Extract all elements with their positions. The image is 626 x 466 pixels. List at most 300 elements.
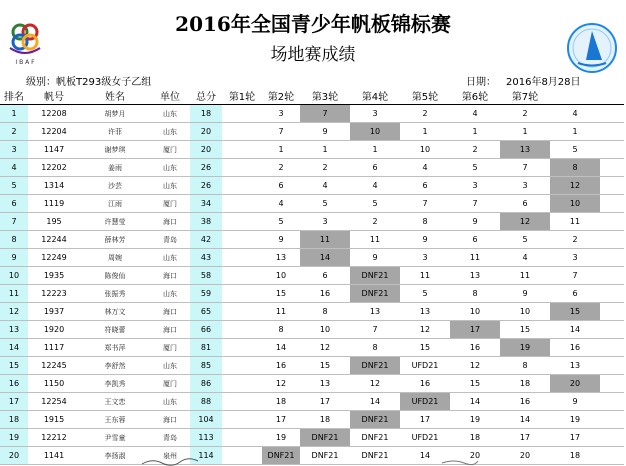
discarded-race-score-cell: 11 [300, 231, 350, 249]
race-score-cell: 5 [400, 285, 450, 303]
race-score-cell: 4 [450, 105, 500, 123]
race-score-cell: 11 [500, 267, 550, 285]
race-score-cell: 12 [300, 339, 350, 357]
discarded-race-score-cell: 10 [350, 123, 400, 141]
race-score-cell: 2 [550, 231, 600, 249]
race-score-cell: 17 [550, 429, 600, 447]
total-cell: 104 [190, 411, 222, 429]
spacer-cell [222, 285, 262, 303]
total-cell: 65 [190, 303, 222, 321]
rank-cell: 10 [0, 267, 28, 285]
race-score-cell: 1 [300, 141, 350, 159]
discarded-race-score-cell: 14 [300, 249, 350, 267]
race-score-cell: 8 [500, 357, 550, 375]
table-row [0, 267, 624, 285]
race-score-cell: 6 [300, 267, 350, 285]
spacer-cell [600, 141, 624, 159]
rank-cell: 1 [0, 105, 28, 123]
race-score-cell: 6 [500, 195, 550, 213]
right-logo-sail-icon [566, 22, 618, 74]
race-score-cell: 17 [262, 411, 300, 429]
race-score-cell: 1 [350, 141, 400, 159]
race-score-cell: 16 [550, 339, 600, 357]
total-cell: 20 [190, 123, 222, 141]
race-score-cell: 14 [262, 339, 300, 357]
column-header: 第1轮 [222, 86, 262, 105]
total-cell: 81 [190, 339, 222, 357]
spacer-cell [600, 249, 624, 267]
race-score-cell: 18 [450, 429, 500, 447]
race-score-cell: 9 [500, 285, 550, 303]
name-cell: 沙芸 [80, 177, 150, 195]
race-score-cell: 15 [262, 285, 300, 303]
total-cell: 85 [190, 357, 222, 375]
race-score-cell: 14 [550, 321, 600, 339]
discarded-race-score-cell: DNF21 [300, 429, 350, 447]
spacer-cell [600, 303, 624, 321]
date-label: 日期： [466, 77, 496, 88]
spacer-cell [222, 339, 262, 357]
race-score-cell: 11 [550, 213, 600, 231]
discarded-race-score-cell: DNF21 [350, 357, 400, 375]
spacer-cell [222, 267, 262, 285]
race-score-cell: 15 [500, 321, 550, 339]
spacer-cell [600, 321, 624, 339]
date-value: 2016年8月28日 [506, 77, 581, 88]
race-score-cell: 16 [300, 285, 350, 303]
spacer-cell [222, 159, 262, 177]
name-cell: 李扬淑 [80, 447, 150, 465]
race-score-cell: 11 [262, 303, 300, 321]
total-cell: 88 [190, 393, 222, 411]
page-subtitle: 场地赛成绩 [270, 45, 356, 65]
table-row [0, 195, 624, 213]
sail-number-cell: 12249 [28, 249, 80, 267]
name-cell: 王文恋 [80, 393, 150, 411]
race-score-cell: 7 [450, 195, 500, 213]
unit-cell: 海口 [150, 321, 190, 339]
total-cell: 114 [190, 447, 222, 465]
race-score-cell: 5 [450, 159, 500, 177]
race-score-cell: 19 [450, 411, 500, 429]
spacer-cell [600, 447, 624, 465]
sail-number-cell: 1314 [28, 177, 80, 195]
race-score-cell: 13 [300, 375, 350, 393]
spacer-cell [222, 411, 262, 429]
table-row [0, 213, 624, 231]
race-score-cell: 7 [400, 195, 450, 213]
total-cell: 113 [190, 429, 222, 447]
race-score-cell: 12 [350, 375, 400, 393]
race-score-cell: 10 [400, 141, 450, 159]
race-score-cell: 15 [450, 375, 500, 393]
spacer-cell [600, 123, 624, 141]
spacer-cell [600, 393, 624, 411]
race-score-cell: 5 [550, 141, 600, 159]
race-score-cell: 13 [262, 249, 300, 267]
table-row [0, 447, 624, 465]
race-score-cell: 15 [400, 339, 450, 357]
unit-cell: 海口 [150, 411, 190, 429]
page-title: 2016年全国青少年帆板锦标赛 [175, 12, 451, 36]
race-score-cell: 6 [400, 177, 450, 195]
signature-mark [440, 457, 480, 466]
sail-number-cell: 1141 [28, 447, 80, 465]
unit-cell: 青岛 [150, 231, 190, 249]
spacer-cell [222, 321, 262, 339]
name-cell: 陈俊仙 [80, 267, 150, 285]
race-score-cell: DNF21 [350, 447, 400, 465]
race-score-cell: 8 [450, 285, 500, 303]
rank-cell: 14 [0, 339, 28, 357]
race-score-cell: 4 [550, 105, 600, 123]
spacer-cell [222, 357, 262, 375]
name-cell: 王东蓉 [80, 411, 150, 429]
name-cell: 林万文 [80, 303, 150, 321]
race-score-cell: 2 [500, 105, 550, 123]
race-score-cell: 19 [262, 429, 300, 447]
signature-mark [140, 457, 200, 466]
race-score-cell: 14 [350, 393, 400, 411]
race-score-cell: 14 [450, 393, 500, 411]
race-score-cell: 9 [550, 393, 600, 411]
sail-number-cell: 1920 [28, 321, 80, 339]
race-score-cell: 10 [300, 321, 350, 339]
race-score-cell: 9 [400, 231, 450, 249]
column-header [600, 86, 624, 105]
left-logo [4, 18, 48, 66]
table-row [0, 393, 624, 411]
unit-cell: 海口 [150, 267, 190, 285]
column-header: 姓名 [80, 86, 150, 105]
unit-cell: 山东 [150, 393, 190, 411]
race-score-cell: 17 [500, 429, 550, 447]
race-score-cell: 3 [500, 177, 550, 195]
name-cell: 江雨 [80, 195, 150, 213]
race-score-cell: 10 [500, 303, 550, 321]
discarded-race-score-cell: 13 [500, 141, 550, 159]
sail-number-cell: 1147 [28, 141, 80, 159]
sail-number-cell: 12208 [28, 105, 80, 123]
race-score-cell: 16 [450, 339, 500, 357]
race-score-cell: 8 [350, 339, 400, 357]
spacer-cell [222, 393, 262, 411]
table-row [0, 159, 624, 177]
race-score-cell: 4 [400, 159, 450, 177]
spacer-cell [600, 177, 624, 195]
discarded-race-score-cell: 15 [550, 303, 600, 321]
rank-cell: 16 [0, 375, 28, 393]
discarded-race-score-cell: 10 [550, 195, 600, 213]
table-row [0, 123, 624, 141]
discarded-race-score-cell: 12 [550, 177, 600, 195]
name-cell: 周婉 [80, 249, 150, 267]
race-score-cell: 11 [400, 267, 450, 285]
column-header: 帆号 [28, 86, 80, 105]
race-score-cell: 4 [350, 177, 400, 195]
spacer-cell [600, 195, 624, 213]
race-score-cell: 4 [300, 177, 350, 195]
name-cell: 谢梦琪 [80, 141, 150, 159]
race-score-cell: 1 [400, 123, 450, 141]
race-score-cell: 3 [350, 105, 400, 123]
race-score-cell: 6 [262, 177, 300, 195]
rank-cell: 8 [0, 231, 28, 249]
column-header: 排名 [0, 86, 28, 105]
spacer-cell [222, 141, 262, 159]
spacer-cell [222, 249, 262, 267]
group-label: 级别：帆板T293级女子乙组 [26, 77, 152, 88]
discarded-race-score-cell: DNF21 [262, 447, 300, 465]
rank-cell: 2 [0, 123, 28, 141]
spacer-cell [222, 303, 262, 321]
sail-number-cell: 1119 [28, 195, 80, 213]
race-score-cell: 3 [300, 213, 350, 231]
total-cell: 26 [190, 159, 222, 177]
race-score-cell: 14 [400, 447, 450, 465]
race-score-cell: 2 [350, 213, 400, 231]
spacer-cell [600, 105, 624, 123]
discarded-race-score-cell: 19 [500, 339, 550, 357]
race-score-cell: 5 [300, 195, 350, 213]
sail-number-cell: 1117 [28, 339, 80, 357]
spacer-cell [222, 177, 262, 195]
race-score-cell: DNF21 [300, 447, 350, 465]
race-score-cell: 5 [350, 195, 400, 213]
table-row [0, 411, 624, 429]
rank-cell: 18 [0, 411, 28, 429]
discarded-race-score-cell: 12 [500, 213, 550, 231]
unit-cell: 山东 [150, 177, 190, 195]
unit-cell: 山东 [150, 105, 190, 123]
sail-number-cell: 1915 [28, 411, 80, 429]
discarded-race-score-cell: UFD21 [400, 393, 450, 411]
race-score-cell: 6 [350, 159, 400, 177]
rank-cell: 5 [0, 177, 28, 195]
spacer-cell [600, 231, 624, 249]
unit-cell: 厦门 [150, 195, 190, 213]
race-score-cell: 14 [500, 411, 550, 429]
rank-cell: 3 [0, 141, 28, 159]
race-score-cell: 12 [262, 375, 300, 393]
column-header: 第6轮 [450, 86, 500, 105]
spacer-cell [222, 447, 262, 465]
sail-number-cell: 12244 [28, 231, 80, 249]
spacer-cell [222, 375, 262, 393]
unit-cell: 厦门 [150, 339, 190, 357]
total-cell: 20 [190, 141, 222, 159]
race-score-cell: 8 [300, 303, 350, 321]
table-header-row [0, 86, 624, 105]
race-score-cell: 3 [550, 249, 600, 267]
total-cell: 42 [190, 231, 222, 249]
table-row [0, 285, 624, 303]
name-cell: 许慧莹 [80, 213, 150, 231]
race-score-cell: 17 [400, 411, 450, 429]
rank-cell: 7 [0, 213, 28, 231]
race-score-cell: 19 [550, 411, 600, 429]
total-cell: 26 [190, 177, 222, 195]
race-score-cell: 4 [262, 195, 300, 213]
discarded-race-score-cell: DNF21 [350, 411, 400, 429]
race-score-cell: 18 [550, 447, 600, 465]
spacer-cell [600, 159, 624, 177]
name-cell: 符晓蕾 [80, 321, 150, 339]
sail-number-cell: 1935 [28, 267, 80, 285]
unit-cell: 青岛 [150, 429, 190, 447]
sail-number-cell: 12254 [28, 393, 80, 411]
table-row [0, 303, 624, 321]
race-score-cell: 8 [400, 213, 450, 231]
rank-cell: 4 [0, 159, 28, 177]
race-score-cell: 7 [350, 321, 400, 339]
race-score-cell: 16 [400, 375, 450, 393]
race-score-cell: 7 [550, 267, 600, 285]
spacer-cell [222, 123, 262, 141]
race-score-cell: 1 [550, 123, 600, 141]
spacer-cell [600, 429, 624, 447]
discarded-race-score-cell: DNF21 [350, 285, 400, 303]
race-score-cell: UFD21 [400, 357, 450, 375]
total-cell: 43 [190, 249, 222, 267]
spacer-cell [600, 375, 624, 393]
column-header: 总分 [190, 86, 222, 105]
race-score-cell: 12 [400, 321, 450, 339]
rank-cell: 20 [0, 447, 28, 465]
sail-number-cell: 12245 [28, 357, 80, 375]
table-row [0, 105, 624, 123]
column-header: 第4轮 [350, 86, 400, 105]
column-header: 第5轮 [400, 86, 450, 105]
total-cell: 86 [190, 375, 222, 393]
name-cell: 李凯秀 [80, 375, 150, 393]
race-score-cell: 2 [400, 105, 450, 123]
race-score-cell: 16 [262, 357, 300, 375]
race-score-cell: 11 [450, 249, 500, 267]
table-row [0, 429, 624, 447]
race-score-cell: 20 [500, 447, 550, 465]
race-score-cell: 2 [262, 159, 300, 177]
total-cell: 18 [190, 105, 222, 123]
unit-cell: 海口 [150, 213, 190, 231]
column-header [550, 86, 600, 105]
race-score-cell: 12 [450, 357, 500, 375]
race-score-cell: 20 [450, 447, 500, 465]
race-score-cell: 13 [400, 303, 450, 321]
sail-number-cell: 12223 [28, 285, 80, 303]
race-score-cell: UFD21 [400, 429, 450, 447]
rank-cell: 9 [0, 249, 28, 267]
rank-cell: 17 [0, 393, 28, 411]
spacer-cell [222, 195, 262, 213]
total-cell: 58 [190, 267, 222, 285]
rank-cell: 19 [0, 429, 28, 447]
table-row [0, 339, 624, 357]
race-score-cell: 18 [262, 393, 300, 411]
discarded-race-score-cell: DNF21 [350, 267, 400, 285]
unit-cell: 山东 [150, 123, 190, 141]
total-cell: 34 [190, 195, 222, 213]
race-score-cell: 13 [350, 303, 400, 321]
sail-number-cell: 1937 [28, 303, 80, 321]
name-cell: 胡梦月 [80, 105, 150, 123]
total-cell: 38 [190, 213, 222, 231]
spacer-cell [600, 267, 624, 285]
rank-cell: 12 [0, 303, 28, 321]
race-score-cell: 10 [262, 267, 300, 285]
race-score-cell: 9 [450, 213, 500, 231]
race-score-cell: 1 [450, 123, 500, 141]
discarded-race-score-cell: 7 [300, 105, 350, 123]
race-score-cell: 2 [300, 159, 350, 177]
results-table [0, 86, 624, 465]
spacer-cell [222, 231, 262, 249]
name-cell: 尹雪童 [80, 429, 150, 447]
race-score-cell: 2 [450, 141, 500, 159]
table-row [0, 231, 624, 249]
column-header: 第3轮 [300, 86, 350, 105]
race-score-cell: 9 [300, 123, 350, 141]
race-score-cell: 3 [400, 249, 450, 267]
unit-cell: 山东 [150, 159, 190, 177]
unit-cell: 山东 [150, 249, 190, 267]
race-score-cell: DNF21 [350, 429, 400, 447]
name-cell: 许菲 [80, 123, 150, 141]
race-score-cell: 4 [500, 249, 550, 267]
unit-cell: 厦门 [150, 141, 190, 159]
unit-cell: 厦门 [150, 375, 190, 393]
unit-cell: 泉州 [150, 447, 190, 465]
name-cell: 姜雨 [80, 159, 150, 177]
column-header: 第2轮 [262, 86, 300, 105]
race-score-cell: 18 [300, 411, 350, 429]
race-score-cell: 13 [550, 357, 600, 375]
race-score-cell: 9 [350, 249, 400, 267]
unit-cell: 山东 [150, 285, 190, 303]
table-row [0, 375, 624, 393]
discarded-race-score-cell: 17 [450, 321, 500, 339]
left-logo-text: I B A F [15, 59, 35, 66]
table-row [0, 141, 624, 159]
race-score-cell: 17 [300, 393, 350, 411]
race-score-cell: 18 [500, 375, 550, 393]
name-cell: 张振秀 [80, 285, 150, 303]
race-score-cell: 1 [262, 141, 300, 159]
race-score-cell: 7 [262, 123, 300, 141]
table-row [0, 321, 624, 339]
name-cell: 薛林芳 [80, 231, 150, 249]
unit-cell: 山东 [150, 357, 190, 375]
sail-number-cell: 12202 [28, 159, 80, 177]
rank-cell: 11 [0, 285, 28, 303]
spacer-cell [600, 357, 624, 375]
spacer-cell [222, 429, 262, 447]
name-cell: 郑书萍 [80, 339, 150, 357]
unit-cell: 海口 [150, 303, 190, 321]
sail-number-cell: 12212 [28, 429, 80, 447]
sail-number-cell: 1150 [28, 375, 80, 393]
discarded-race-score-cell: 20 [550, 375, 600, 393]
rank-cell: 15 [0, 357, 28, 375]
race-score-cell: 7 [500, 159, 550, 177]
discarded-race-score-cell: 8 [550, 159, 600, 177]
race-score-cell: 3 [450, 177, 500, 195]
race-score-cell: 10 [450, 303, 500, 321]
spacer-cell [222, 213, 262, 231]
spacer-cell [600, 339, 624, 357]
race-score-cell: 8 [262, 321, 300, 339]
column-header: 第7轮 [500, 86, 550, 105]
